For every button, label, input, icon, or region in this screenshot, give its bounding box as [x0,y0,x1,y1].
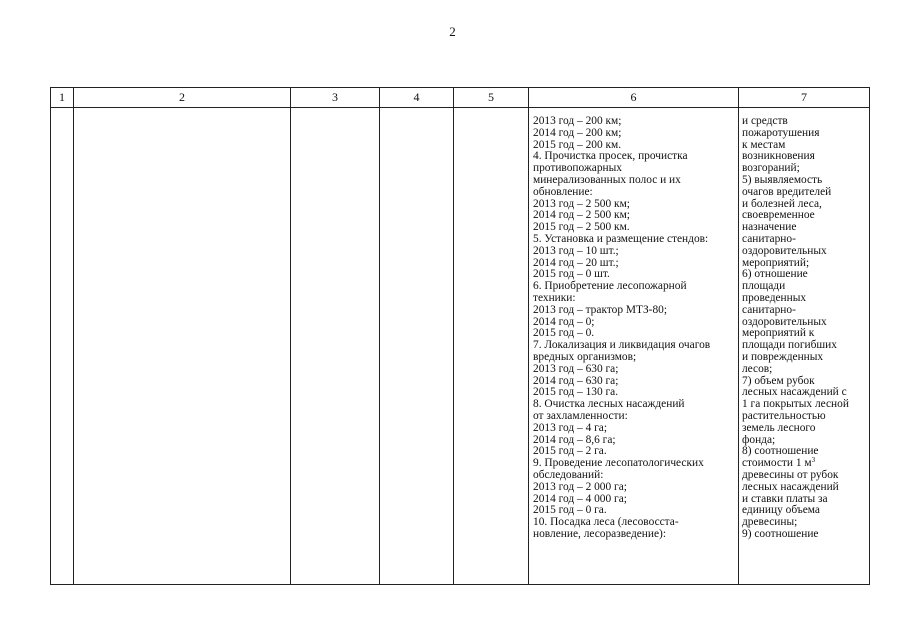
cell-text-line: 2014 год – 20 шт.; [533,256,619,269]
cell-text-line: 10. Посадка леса (лесовосста- [533,516,679,529]
cell-text-line: 6) отношение [742,268,808,281]
cell-text-line: 2014 год – 200 км; [533,126,622,139]
column-header-5: 5 [454,88,529,108]
cell-text-line: возгораний; [742,162,800,175]
cell-text-line: земель лесного [742,421,816,434]
cell-text-line: стоимости 1 $м^3$ [742,456,816,470]
cell-text-line: назначение [742,221,797,234]
page-number: 2 [449,24,456,39]
cell-text-line: 6. Приобретение лесопожарной [533,280,687,293]
cell-text-line: 2015 год – 0 га. [533,504,607,517]
cell-text-line: оздоровительных [742,244,827,257]
cell-text-line: техники: [533,291,576,304]
cell-text-line: 2013 год – 2 000 га; [533,480,627,493]
cell-text-line: площади [742,280,786,293]
cell-text-line: 2014 год – 630 га; [533,374,619,387]
cell-text-line: 2015 год – 200 км. [533,138,622,151]
cell-text-line: 2013 год – 2 500 км; [533,197,630,210]
cell-text-line: обследований: [533,468,604,481]
cell-col-6-measures [529,108,739,585]
cell-text-line: 2013 год – 630 га; [533,362,619,375]
cell-text-line: к местам [742,138,786,151]
cell-text-line: санитарно- [742,232,796,245]
cell-text-line: площади погибших [742,339,837,352]
cell-text-line: возникновения [742,150,815,163]
cell-text-line: 8) соотношение [742,445,819,458]
cell-col-1 [51,108,74,585]
cell-text-line: 2013 год – 4 га; [533,421,608,434]
cell-text-line: мероприятий; [742,256,810,269]
cell-text-line: 2013 год – 10 шт.; [533,244,619,257]
cell-col-3 [291,108,380,585]
cell-text-line: проведенных [742,291,807,304]
cell-text-line: 2013 год – 200 км; [533,115,622,127]
cell-text-line: мероприятий к [742,327,815,340]
cell-text-line: и болезней леса, [742,197,822,210]
table-row [51,108,870,585]
cell-text-line: 8. Очистка лесных насаждений [533,398,685,411]
cell-text-line: и поврежденных [742,350,824,363]
cell-col-2 [74,108,291,585]
cell-text-line: 2014 год – 8,6 га; [533,433,616,446]
cell-text-line: 2015 год – 2 га. [533,445,607,458]
cell-text-line: 9. Проведение лесопатологических [533,457,704,470]
cell-text-line: 2015 год – 2 500 км. [533,221,630,234]
column-header-1: 1 [51,88,74,108]
cell-text-line: 2014 год – 4 000 га; [533,492,627,505]
cell-text-line: единицу объема [742,504,820,517]
cell-text-line: растительностью [742,409,826,422]
cell-text-line: фонда; [742,433,776,446]
cell-text-line: 2015 год – 0 шт. [533,268,610,281]
cell-text-line: 5) выявляемость [742,173,823,186]
cell-text-line: обновление: [533,185,593,198]
cell-col-4 [380,108,454,585]
cell-text-line: лесных насаждений с [742,386,847,399]
cell-text-line: 1 га покрытых лесной [742,398,849,411]
cell-text-line: лесов; [742,362,773,375]
superscript-exponent: 3 [811,456,816,465]
measures-table [50,87,870,585]
cell-text-line: и средств [742,115,788,127]
cell-text-line: древесины от рубок [742,468,839,481]
cell-text-line: 2014 год – 0; [533,315,595,328]
cell-text-line: 2013 год – трактор МТЗ-80; [533,303,668,316]
column-header-3: 3 [291,88,380,108]
cell-text-line: минерализованных полос и их [533,173,681,186]
cell-text-line: 9) соотношение [742,527,819,540]
cell-text-line: оздоровительных [742,315,827,328]
cell-text-line: новление, лесоразведение): [533,527,667,540]
cell-text-line: 4. Прочистка просек, прочистка [533,150,688,163]
cell-text-line: от захламленности: [533,409,628,422]
column-header-4: 4 [380,88,454,108]
cell-text-line: 2015 год – 130 га. [533,386,619,399]
cell-col-7-indicators [739,108,870,585]
cell-col-5 [454,108,529,585]
cell-text-line: 7) объем рубок [742,374,815,387]
column-header-7: 7 [739,88,870,108]
column-header-2: 2 [74,88,291,108]
cell-text-line: и ставки платы за [742,492,828,505]
cell-text-line: 5. Установка и размещение стендов: [533,232,709,245]
cell-text-line: очагов вредителей [742,185,832,198]
cell-text-line: древесины; [742,516,798,529]
column-header-6: 6 [529,88,739,108]
cell-text-line: 7. Локализация и ликвидация очагов [533,339,711,352]
cell-text-line: санитарно- [742,303,796,316]
cell-text-line: 2014 год – 2 500 км; [533,209,630,222]
cell-text-line: лесных насаждений [742,480,839,493]
cell-text-line: своевременное [742,209,815,222]
table-header-row [51,88,870,108]
cell-text-line: вредных организмов; [533,350,637,363]
cell-text-line: пожаротушения [742,126,820,139]
cell-text-line: противопожарных [533,162,622,175]
cell-text-line: 2015 год – 0. [533,327,595,340]
